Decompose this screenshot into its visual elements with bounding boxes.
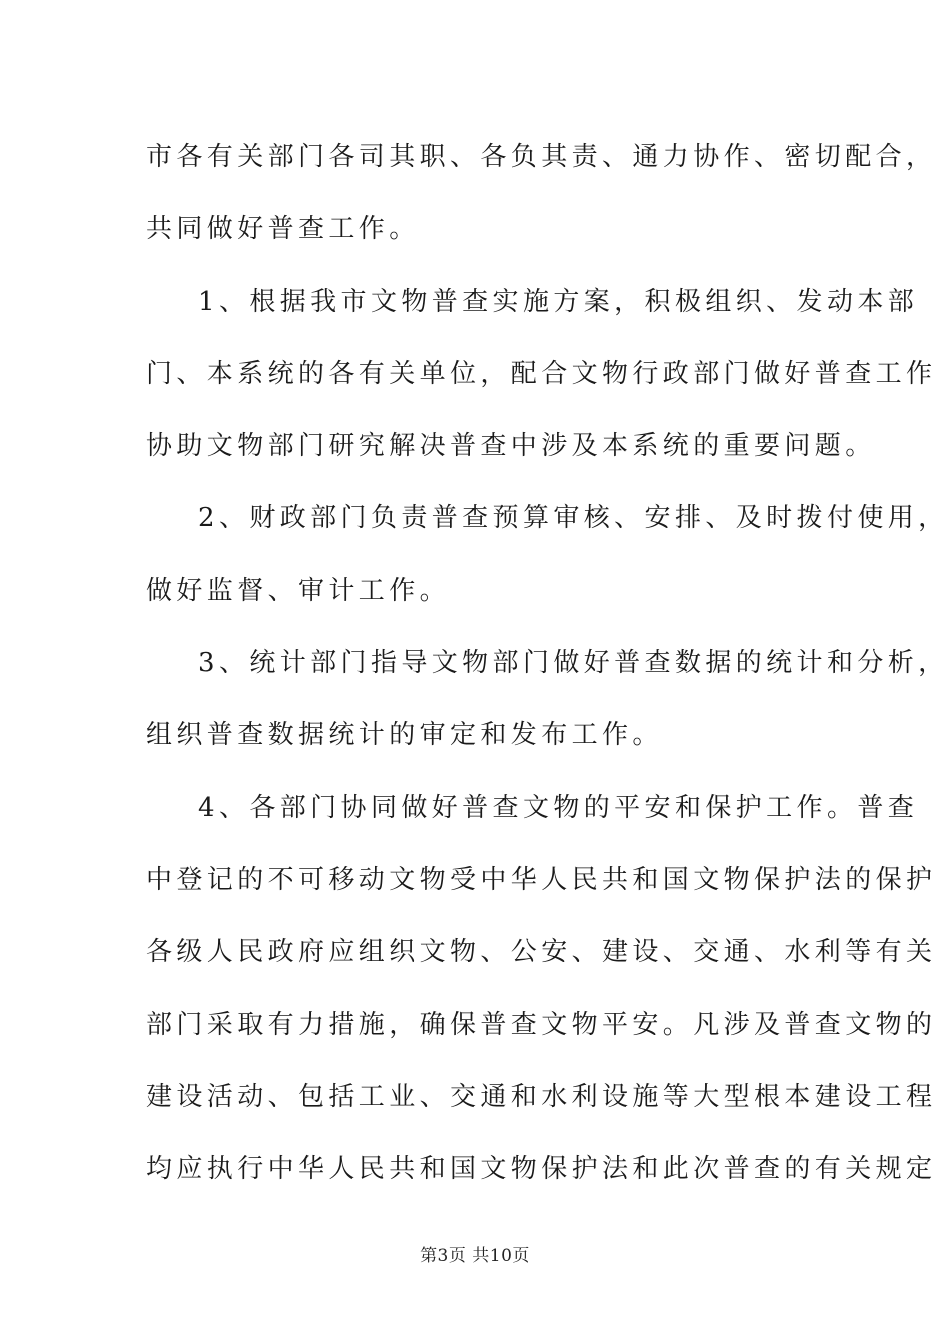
text-line: 协助文物部门研究解决普查中涉及本系统的重要问题。 (146, 431, 876, 462)
text-line: 1、根据我市文物普查实施方案，积极组织、发动本部 (198, 286, 919, 317)
text-line: 建设活动、包括工业、交通和水利设施等大型根本建设工程 (146, 1081, 937, 1112)
text-line: 做好监督、审计工作。 (146, 575, 451, 606)
document-body (146, 133, 949, 1217)
text-line: 均应执行中华人民共和国文物保护法和此次普查的有关规定 (146, 1154, 937, 1185)
text-line: 中登记的不可移动文物受中华人民共和国文物保护法的保护 (146, 864, 937, 895)
text-line: 组织普查数据统计的审定和发布工作。 (146, 720, 663, 751)
text-line: 2、财政部门负责普查预算审核、安排、及时拨付使用， (198, 503, 949, 534)
text-line: 市各有关部门各司其职、各负其责、通力协作、密切配合， (146, 142, 937, 172)
text-line: 共同做好普查工作。 (146, 214, 420, 245)
text-line: 3、统计部门指导文物部门做好普查数据的统计和分析， (198, 648, 949, 679)
text-line: 各级人民政府应组织文物、公安、建设、交通、水利等有关 (146, 937, 937, 968)
text-line: 部门采取有力措施，确保普查文物平安。凡涉及普查文物的 (146, 1009, 937, 1040)
text-line: 门、本系统的各有关单位，配合文物行政部门做好普查工作 (146, 358, 937, 389)
text-line: 4、各部门协同做好普查文物的平安和保护工作。普查 (198, 792, 919, 823)
page-number-footer: 第3页 共10页 (420, 1246, 530, 1266)
